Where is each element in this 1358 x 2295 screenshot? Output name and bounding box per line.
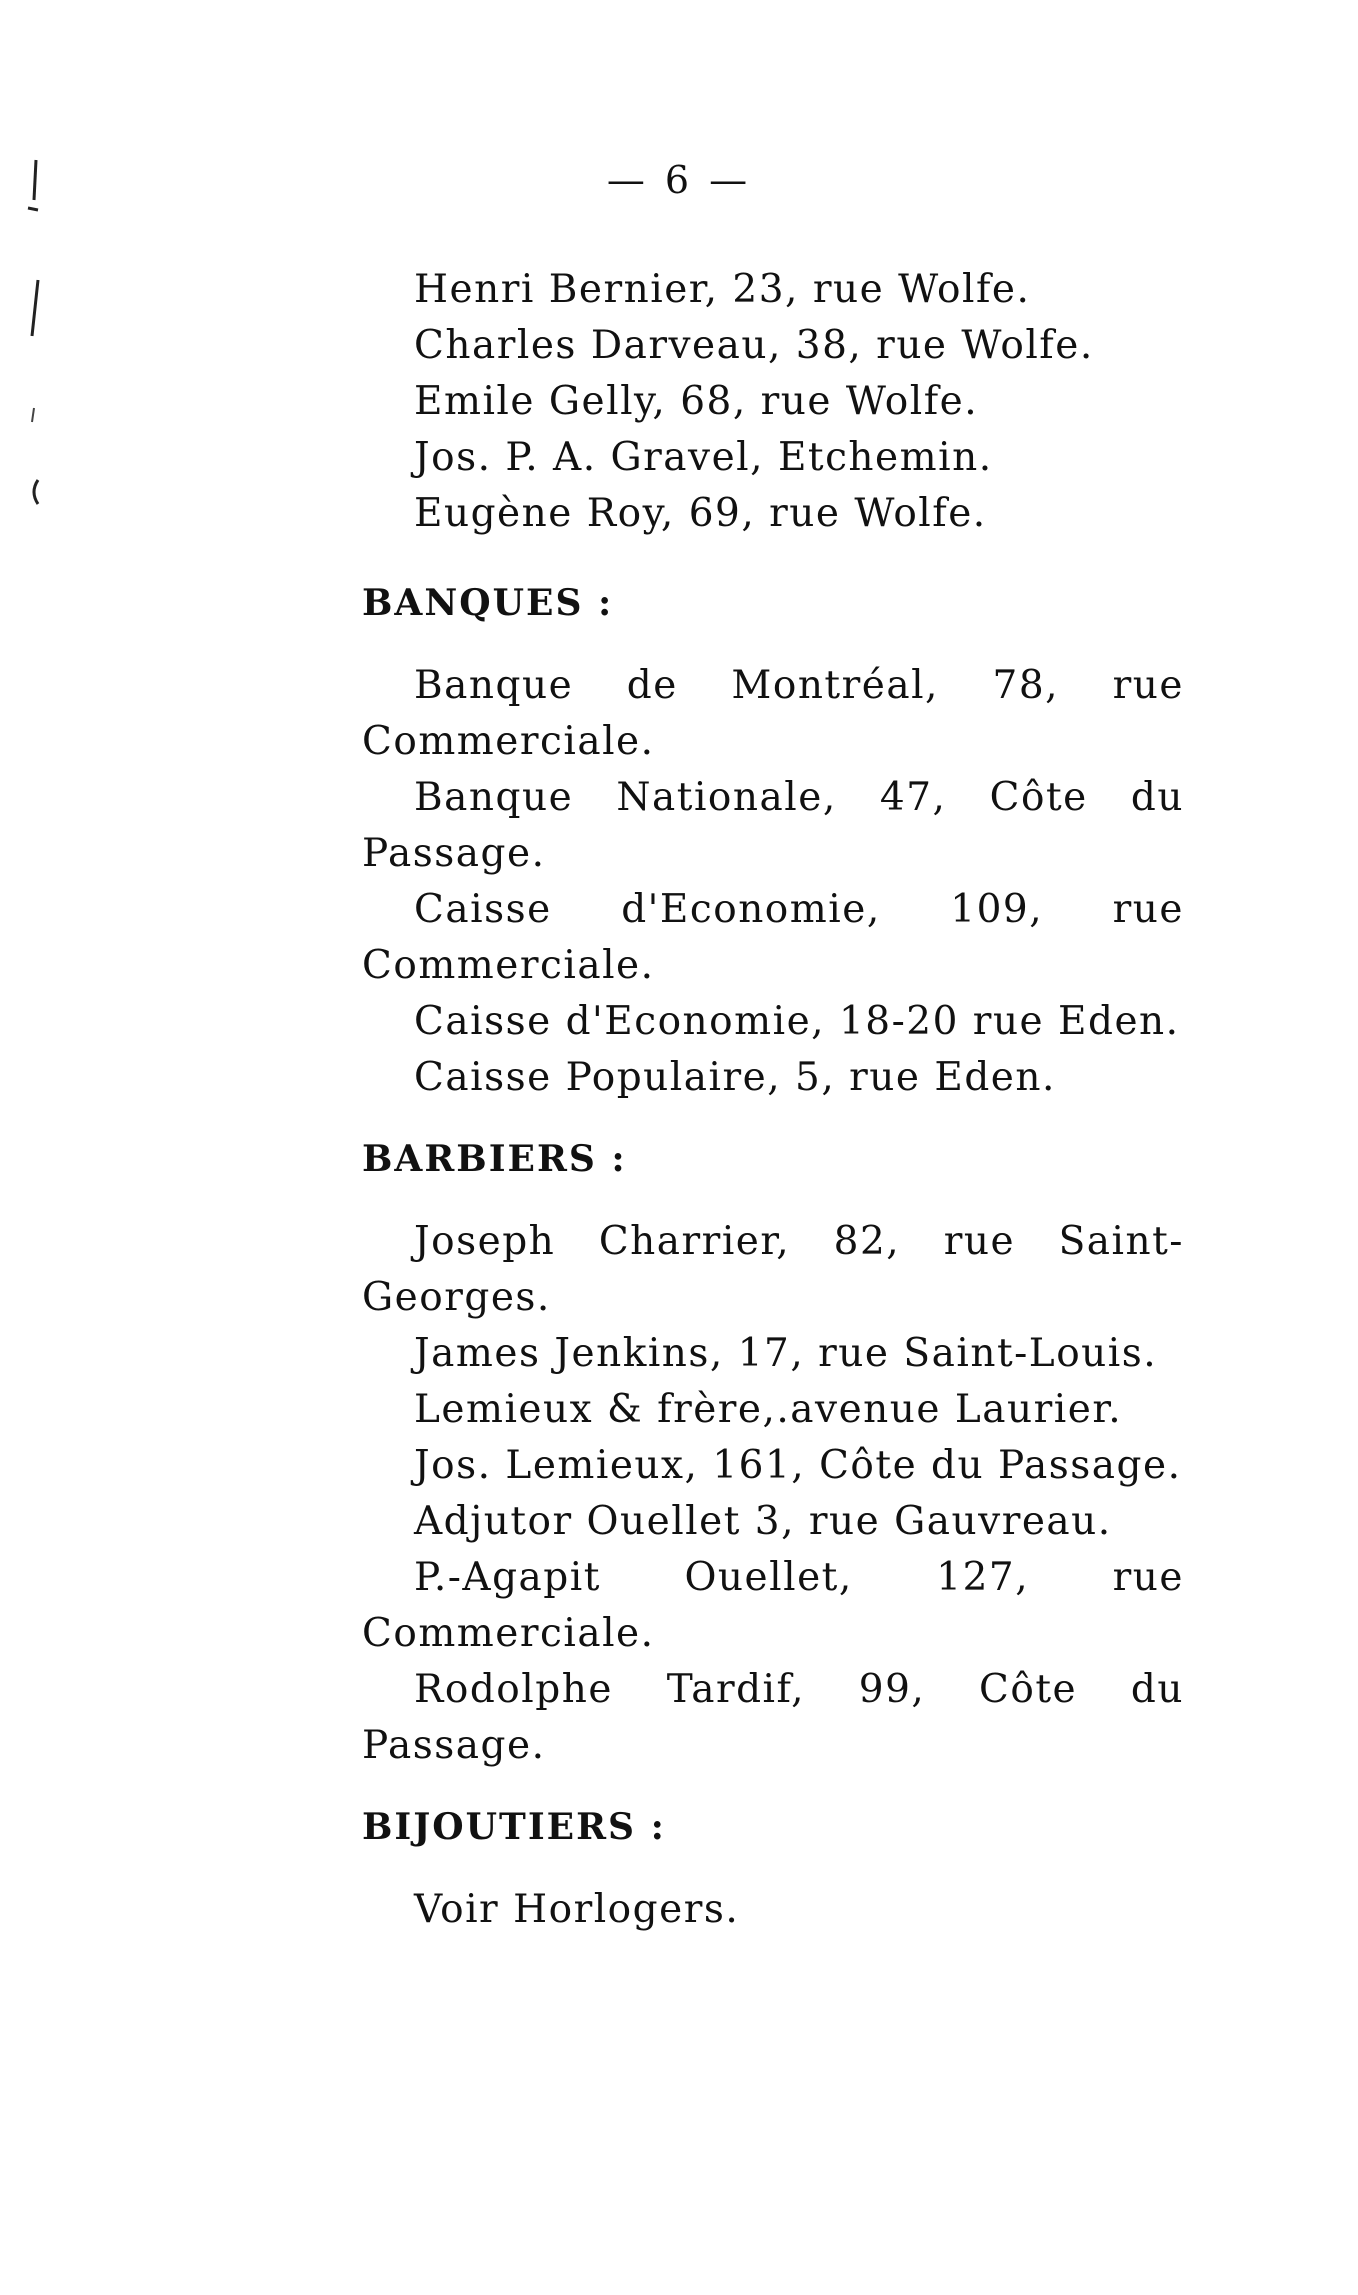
list-item: Banque Nationale, 47, Côte du Passage. — [362, 775, 1184, 876]
list-item: Voir Horlogers. — [414, 1887, 740, 1932]
section-heading: BANQUES : — [362, 582, 614, 624]
section-heading: BIJOUTIERS : — [362, 1806, 666, 1848]
section-banques — [362, 578, 1184, 1106]
page-number: — 6 — — [606, 158, 752, 202]
list-item: P.-Agapit Ouellet, 127, rue Commerciale. — [362, 1555, 1184, 1656]
directory-content — [362, 262, 1184, 1938]
list-item: Caisse d'Economie, 109, rue Commerciale. — [362, 887, 1184, 988]
section-barbiers — [362, 1134, 1184, 1774]
list-item: Joseph Charrier, 82, rue Saint-Georges. — [362, 1219, 1184, 1320]
list-item: Banque de Montréal, 78, rue Commerciale. — [362, 663, 1184, 764]
list-item: Rodolphe Tardif, 99, Côte du Passage. — [362, 1667, 1184, 1768]
list-item: Emile Gelly, 68, rue Wolfe. — [414, 379, 979, 424]
list-item: Jos. P. A. Gravel, Etchemin. — [414, 435, 993, 480]
list-item: James Jenkins, 17, rue Saint-Louis. — [414, 1331, 1158, 1376]
list-item: Charles Darveau, 38, rue Wolfe. — [414, 323, 1094, 368]
list-item: Lemieux & frère,.avenue Laurier. — [414, 1387, 1123, 1432]
list-item: Caisse Populaire, 5, rue Eden. — [414, 1055, 1056, 1100]
intro-list — [362, 262, 1184, 542]
list-item: Jos. Lemieux, 161, Côte du Passage. — [414, 1443, 1182, 1488]
list-item: Caisse d'Economie, 18-20 rue Eden. — [414, 999, 1180, 1044]
list-item: Henri Bernier, 23, rue Wolfe. — [414, 267, 1031, 312]
list-item: Eugène Roy, 69, rue Wolfe. — [414, 491, 987, 536]
list-item: Adjutor Ouellet 3, rue Gauvreau. — [414, 1499, 1112, 1544]
section-heading: BARBIERS : — [362, 1138, 627, 1180]
section-bijoutiers — [362, 1802, 1184, 1938]
